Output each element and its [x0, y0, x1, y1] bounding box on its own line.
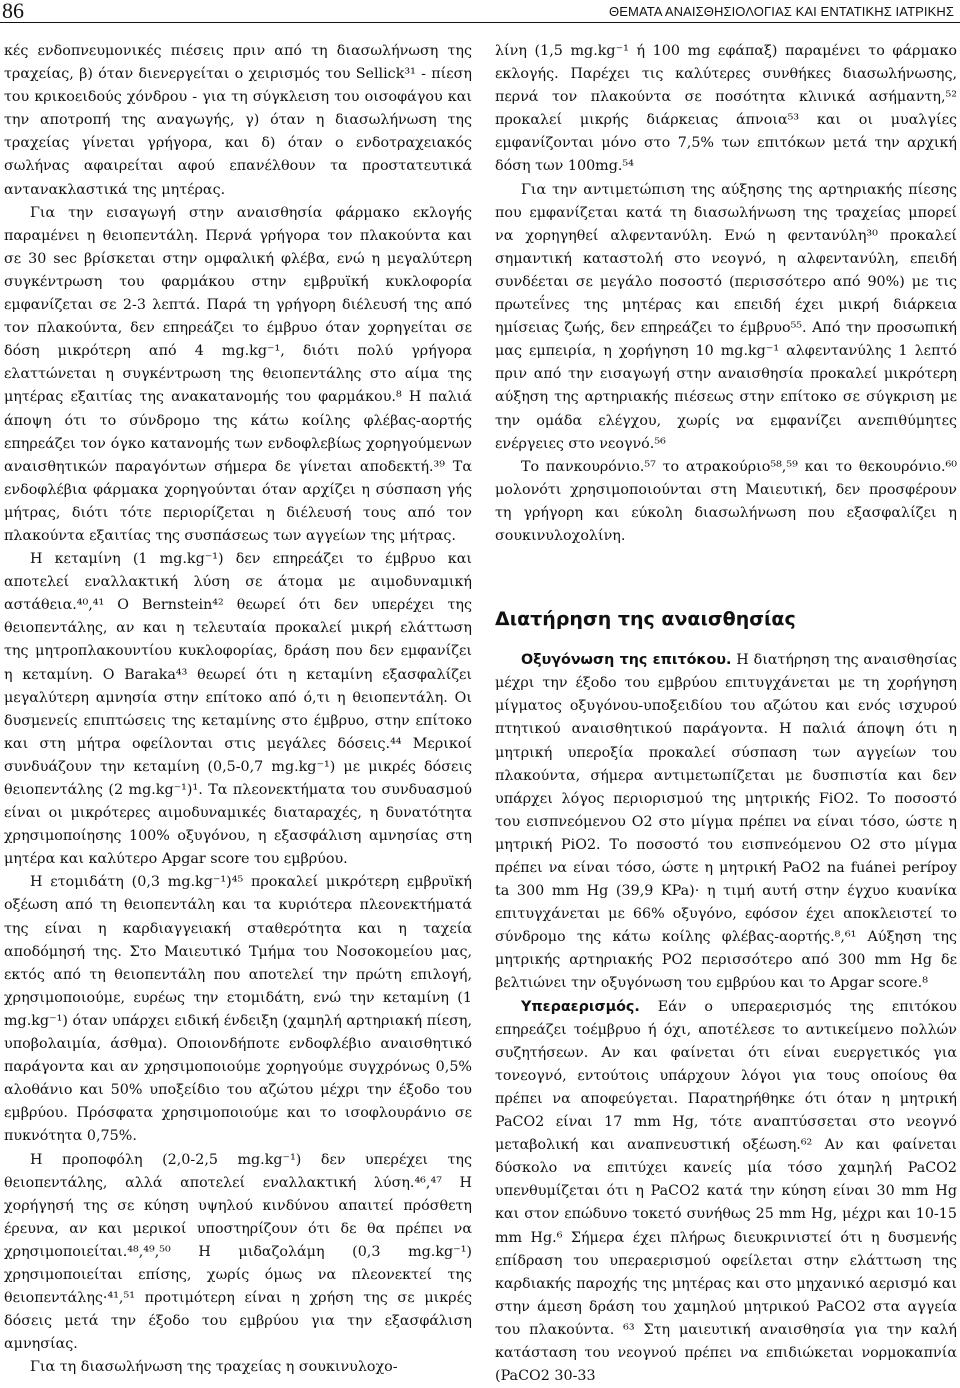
paragraph: Το πανκουρόνιο.⁵⁷ το ατρακούριο⁵⁸,⁵⁹ και το θεκουρόνιο.⁶⁰ μολονότι χρησιμοποιούνται στη Μαιευτική, δεν προσφέρουν τη γρήγορη και εύκολη διασωλήνωση που εξασφαλίζει η σουκινυλοχολίνη. [495, 458, 957, 544]
paragraph: Η ετομιδάτη (0,3 mg.kg⁻¹)⁴⁵ προκαλεί μικρότερη εμβρυϊκή οξέωση από τη θειοπεντάλη και τα κυριότερα πλεονεκτήματά της είναι η καρδιαγγειακή σταθερότητα και η ταχεία αποδόμησή της. Στο Μαιευτικό Τμήμα του Νοσοκομείου μας, εκτός από τη θειοπεντάλη που αποτελεί την πρώτη επιλογή, χρησιμοποιούμε, ευρέως την ετομιδάτη, ενώ την κεταμίνη (1 mg.kg⁻¹) όταν υπάρχει ειδική ένδειξη (χαμηλή αρτηριακή πίεση, υποβολαιμία, άσθμα). Οποιονδήποτε ενδοφλέβιο αναισθητικό παράγοντα και αν χρησιμοποιούμε χορηγούμε συγχρόνως 0,5% αλοθάνιο και 50% υποξείδιο του αζώτου μέχρι την έξοδο του εμβρύου. Πρόσφατα χρησιμοποιούμε και το ισοφλουράνιο σε πυκνότητα 0,75%. [4, 874, 472, 1145]
paragraph: Για τη διασωλήνωση της τραχείας η σουκινυλοχο- [30, 1359, 398, 1376]
paragraph: Για την εισαγωγή στην αναισθησία φάρμακο εκλογής παραμένει η θειοπεντάλη. Περνά γρήγορα τον πλακούντα και σε 30 sec βρίσκεται στην ομφαλική φλέβα, ενώ η μεγαλύτερη συγκέντρωση του φαρμάκου στην εμβρυϊκή κυκλοφορία εμφανίζεται σε 2-3 λεπτά. Παρά τη γρήγορη διέλευσή της από τον πλακούντα, δεν επηρεάζει το έμβρυο όταν χορηγείται σε δόση μικρότερη από 4 mg.kg⁻¹, διότι πολύ γρήγορα ελαττώνεται η συγκέντρωση της θειοπεντάλης στο αίμα της μητέρας εξαιτίας της ανακατανομής του φαρμάκου.⁸ Η παλιά άποψη ότι το σύνδρομο της κάτω κοίλης φλέβας-αορτής επηρεάζει τον όγκο κατανομής των ενδοφλεβίως χορηγούμενων αναισθητικών παραγόντων σήμερα δε γίνεται αποδεκτή.³⁹ Τα ενδοφλέβια φάρμακα χορηγούνται όταν αρχίζει η σύσπαση γής μήτρας, διότι τότε περιορίζεται η διέλευσή τους από τον πλακούντα εξαιτίας της συσπάσεως των αγγείων της μήτρας. [4, 204, 472, 544]
paragraph: Για την αντιμετώπιση της αύξησης της αρτηριακής πίεσης που εμφανίζεται κατά τη διασωλήνωση της τραχείας μπορεί να χορηγηθεί αλφεντανύλη. Ενώ η φεντανύλη³⁰ προκαλεί σημαντική καταστολή στο νεογνό, η αλφεντανύλη, επειδή συνδέεται σε μεγάλο ποσοστό (περισσότερο από 90%) με τις πρωτεΐνες της μητέρας και επειδή έχει μικρή διάρκεια ημίσειας ζωής, δεν επηρεάζει το έμβρυο⁵⁵. Από την προσωπική μας εμπειρία, η χορήγηση 10 mg.kg⁻¹ αλφεντανύλης 1 λεπτό πριν από την εισαγωγή στην αναισθησία προκαλεί μικρότερη αύξηση της αρτηριακής πιέσεως στην επίτοκο σε σύγκριση με την ομάδα ελέγχου, χωρίς να εμφανίζει ανεπιθύμητες ενέργειες στο νεογνό.⁵⁶ [495, 181, 957, 452]
section-heading: Διατήρηση της αναισθησίας [495, 608, 796, 631]
paragraph-text: Η διατήρηση της αναισθησίας μέχρι την έξοδο του εμβρύου επιτυγχάνεται με τη χορήγηση μίγματος οξυγόνου-υποξειδίου του αζώτου και ενός ισχυρού πτητικού αναισθητικού παράγοντα. Η παλιά άποψη ότι η μητρική υπεροξία προκαλεί σύσπαση των αγγείων του πλακούντα, σήμερα αντιμετωπίζεται με δυσπιστία και δεν υπάρχει λόγος περιορισμού της μητρικής FiO2. Το ποσοστό του εισπνεόμενου O2 στο μίγμα πρέπει να είναι τόσο, ώστε η μητρική PiO2. Το ποσοστό του εισπνεόμενου O2 στο μίγμα πρέπει να είναι τόσο, ώστε η μητρική PaO2 na fuánei perípoy ta 300 mm Hg (39,9 KPa)· η τιμή αυτή στην έγχυο κυανίκα επιτυγχάνεται με 66% οξυγόνο, εφόσον έχει αποκλειστεί το σύνδρομο της κάτω κοίλης φλέβας-αορτής.⁸,⁶¹ Αύξηση της μητρικής αρτηριακής PO2 περισσότερο από 300 mm Hg δε βελτιώνει την οξυγόνωση του εμβρύου και το Apgar score.⁸ [495, 652, 957, 992]
paragraph-text: Εάν ο υπεραερισμός της επιτόκου επηρεάζει τοέμβρυο ή όχι, αποτέλεσε το αντικείμενο πολλών συζητήσεων. Αν και φαίνεται ότι είναι ευεργετικός για τονεογνό, εντούτοις υπάρχουν λόγοι για τους οποίους θα πρέπει να αποφεύγεται. Παρατηρήθηκε ότι όταν η μητρική PaCO2 είναι 17 mm Hg, τότε αναπτύσσεται στο νεογνό μεταβολική και αναπνευστική οξέωση.⁶² Αν και φαίνεται δύσκολο να επιτύχει κανείς μία τόσο χαμηλή PaCO2 υπενθυμίζεται ότι η PaCO2 κατά την κύηση είναι 30 mm Hg και στον επώδυνο τοκετό συνήθως 25 mm Hg, μέχρι και 10-15 mm Hg.⁶ Σήμερα έχει πλήρως διευκρινιστεί ότι η δυσμενής επίδραση του υπεραερισμού οφείλεται στην ελάττωση της καρδιακής παροχής της μητέρας και στο μηχανικό αερισμό και στην άμεση δράση του χαμηλού μητρικού PaCO2 στα αγγεία του πλακούντα. ⁶³ Στη μαιευτική αναισθησία για την καλή κατάσταση του νεογνού πρέπει να επιδιώκεται νορμοκαπνία (PaCO2 30-33 [495, 998, 957, 1385]
paragraph: λίνη (1,5 mg.kg⁻¹ ή 100 mg εφάπαξ) παραμένει το φάρμακο εκλογής. Παρέχει τις καλύτερες συνθήκες διασωλήνωσης, περνά τον πλακούντα σε ποσότητα κλινικά ασήμαντη,⁵² προκαλεί μικρής διάρκειας άπνοια⁵³ και οι μυαλγίες εμφανίζονται μόνο στο 7,5% των επιτόκων μετά την αρχική δόση των 100mg.⁵⁴ [495, 43, 957, 175]
page-number: 86 [2, 0, 24, 23]
paragraph: Η προποφόλη (2,0-2,5 mg.kg⁻¹) δεν υπερέχει της θειοπεντάλης, αλλά αποτελεί εναλλακτική λύση.⁴⁶,⁴⁷ Η χορήγησή της σε κύηση υψηλού κινδύνου απαιτεί πρόσθετη έρευνα, αν και μερικοί υποστηρίζουν ότι δε θα πρέπει να χρησιμοποιείται.⁴⁸,⁴⁹,⁵⁰ Η μιδαζολάμη (0,3 mg.kg⁻¹) χρησιμοποιείται επίσης, χωρίς όμως να πλεονεκτεί της θειοπεντάλης·⁴¹,⁵¹ προτιμότερη είναι η χρήση της σε μικρές δόσεις μετά την έξοδο του εμβρύου για την εξασφάλιση αμνησίας. [4, 1151, 472, 1353]
paragraph [495, 649, 957, 995]
paragraph [495, 996, 957, 1388]
run-in-heading: Υπεραερισμός. [521, 998, 640, 1015]
journal-title: ΘΕΜΑΤΑ ΑΝΑΙΣΘΗΣΙΟΛΟΓΙΑΣ ΚΑΙ ΕΝΤΑΤΙΚΗΣ ΙΑΤΡΙΚΗΣ [609, 4, 954, 19]
paragraph: κές ενδοπνευμονικές πιέσεις πριν από τη διασωλήνωση της τραχείας, β) όταν διενεργείται ο χειρισμός του Sellick³¹ - πίεση του κρικοειδούς χόνδρου - για τη σύγκλειση του οισοφάγου και την αποτροπή της αναγωγής, γ) όταν η διασωλήνωση της τραχείας γίνεται γρήγορα, και δ) όταν ο ενδοτραχειακός σωλήνας αφαιρείται αφού επανέλθουν τα προστατευτικά αντανακλαστικά της μητέρας. [4, 43, 472, 198]
paragraph: Η κεταμίνη (1 mg.kg⁻¹) δεν επηρεάζει το έμβρυο και αποτελεί εναλλακτική λύση σε άτομα με αιμοδυναμική αστάθεια.⁴⁰,⁴¹ O Bernstein⁴² θεωρεί ότι δεν υπερέχει της θειοπεντάλης, αν και η τελευταία προκαλεί μικρή ελάττωση της μητροπλακουντίου κυκλοφορίας, δράση που δεν εμφανίζει η κεταμίνη. O Baraka⁴³ θεωρεί ότι η κεταμίνη εξασφαλίζει μεγαλύτερη αμνησία στην επίτοκο από ό,τι η θειοπεντάλη. Οι δυσμενείς επιπτώσεις της κεταμίνης στο έμβρυο, στην επίτοκο και στη μήτρα οφείλονται στις μεγάλες δόσεις.⁴⁴ Μερικοί συνδυάζουν την κεταμίνη (0,5-0,7 mg.kg⁻¹) με μικρές δόσεις θειοπεντάλης (2 mg.kg⁻¹)¹. Τα πλεονεκτήματα του συνδυασμού είναι οι μικρότερες αιμοδυναμικές διαταραχές, η δυνατότητα χρησιμοποίησης 100% οξυγόνου, η εξασφάλιση αμνησίας στη μητέρα και καλύτερο Apgar score του εμβρύου. [4, 551, 472, 868]
left-column [4, 40, 472, 1379]
running-header [0, 0, 960, 23]
right-column [495, 40, 957, 1388]
run-in-heading: Οξυγόνωση της επιτόκου. [521, 652, 732, 669]
